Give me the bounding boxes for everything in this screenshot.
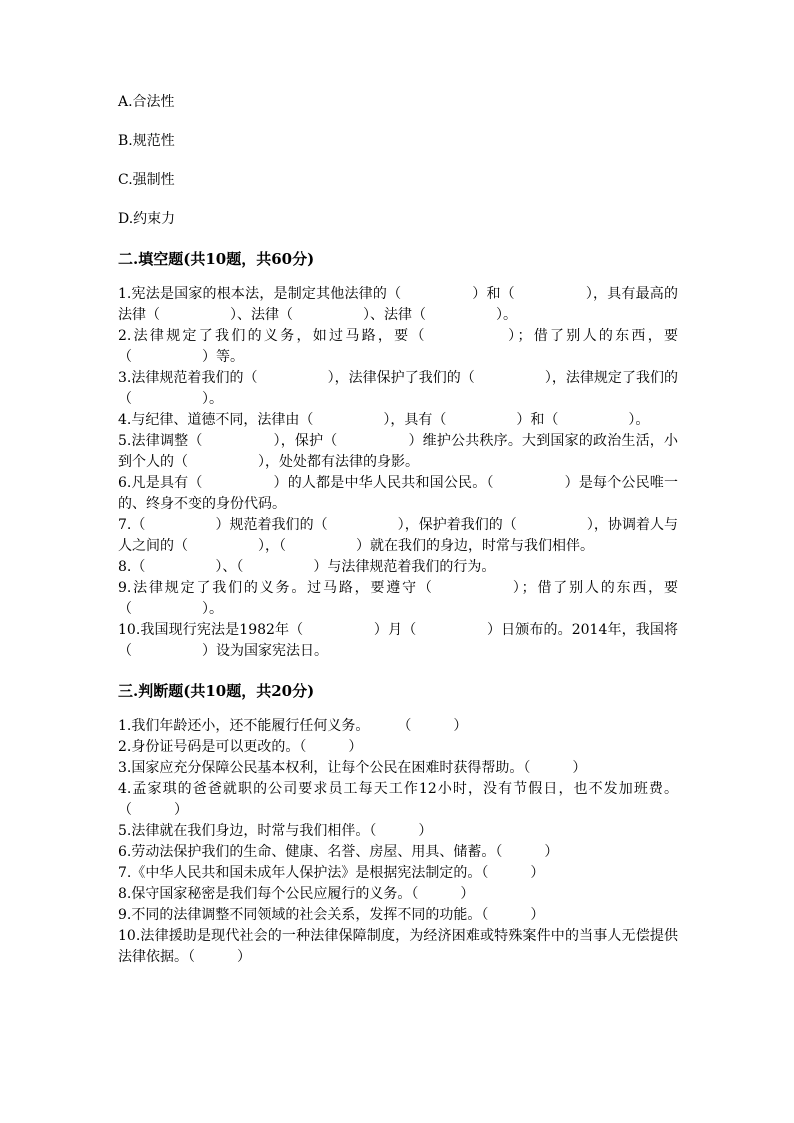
option-a: A.合法性 [118, 94, 175, 110]
fill-in-question: 2.法律规定了我们的义务，如过马路，要（ ）；借了别人的东西，要（ ）等。 [118, 328, 678, 365]
fill-in-question: 8.（ ）、（ ）与法律规范着我们的行为。 [118, 559, 496, 575]
fill-in-question-list [118, 284, 678, 662]
true-false-question: 8.保守国家秘密是我们每个公民应履行的义务。（ ） [118, 886, 475, 902]
true-false-question: 9.不同的法律调整不同领域的社会关系，发挥不同的功能。（ ） [118, 907, 545, 923]
true-false-question: 1.我们年龄还小，还不能履行任何义务。 （ ） [118, 718, 468, 734]
true-false-question: 5.法律就在我们身边，时常与我们相伴。（ ） [118, 823, 433, 839]
true-false-question-list [118, 716, 678, 968]
option-c: C.强制性 [118, 172, 175, 188]
fill-in-question: 9.法律规定了我们的义务。过马路，要遵守（ ）；借了别人的东西，要（ ）。 [118, 580, 678, 617]
option-d: D.约束力 [118, 211, 176, 227]
fill-in-question: 10.我国现行宪法是1982年（ ）月（ ）日颁布的。2014年，我国将（ ）设为国家宪法日。 [118, 622, 678, 659]
fill-in-question: 1.宪法是国家的根本法，是制定其他法律的（ ）和（ ），具有最高的法律（ ）、法律（ ）、法律（ ）。 [118, 286, 678, 323]
fill-in-question: 7.（ ）规范着我们的（ ），保护着我们的（ ），协调着人与人之间的（ ），（ ）就在我们的身边，时常与我们相伴。 [118, 517, 678, 554]
worksheet-page [118, 92, 678, 986]
section-title-fill-in: 二.填空题(共10题，共60分) [118, 250, 315, 268]
true-false-question: 4.孟家琪的爸爸就职的公司要求员工每天工作12小时，没有节假日，也不发加班费。（ ） [118, 781, 678, 818]
option-b: B.规范性 [118, 133, 175, 149]
fill-in-question: 3.法律规范着我们的（ ），法律保护了我们的（ ），法律规定了我们的（ ）。 [118, 370, 678, 407]
true-false-question: 3.国家应充分保障公民基本权利，让每个公民在困难时获得帮助。（ ） [118, 760, 587, 776]
true-false-question: 6.劳动法保护我们的生命、健康、名誉、房屋、用具、储蓄。（ ） [118, 844, 559, 860]
true-false-question: 2.身份证号码是可以更改的。（ ） [118, 739, 363, 755]
fill-in-question: 6.凡是具有（ ）的人都是中华人民共和国公民。（ ）是每个公民唯一的、终身不变的身份代码。 [118, 475, 678, 512]
fill-in-question: 4.与纪律、道德不同，法律由（ ），具有（ ）和（ ）。 [118, 412, 650, 428]
fill-in-question: 5.法律调整（ ），保护（ ）维护公共秩序。大到国家的政治生活，小到个人的（ ），处处都有法律的身影。 [118, 433, 678, 470]
true-false-question: 7.《中华人民共和国未成年人保护法》是根据宪法制定的。（ ） [118, 865, 545, 881]
section-title-true-false: 三.判断题(共10题，共20分) [118, 682, 315, 700]
true-false-question: 10.法律援助是现代社会的一种法律保障制度，为经济困难或特殊案件中的当事人无偿提供法律依据。（ ） [118, 928, 678, 965]
